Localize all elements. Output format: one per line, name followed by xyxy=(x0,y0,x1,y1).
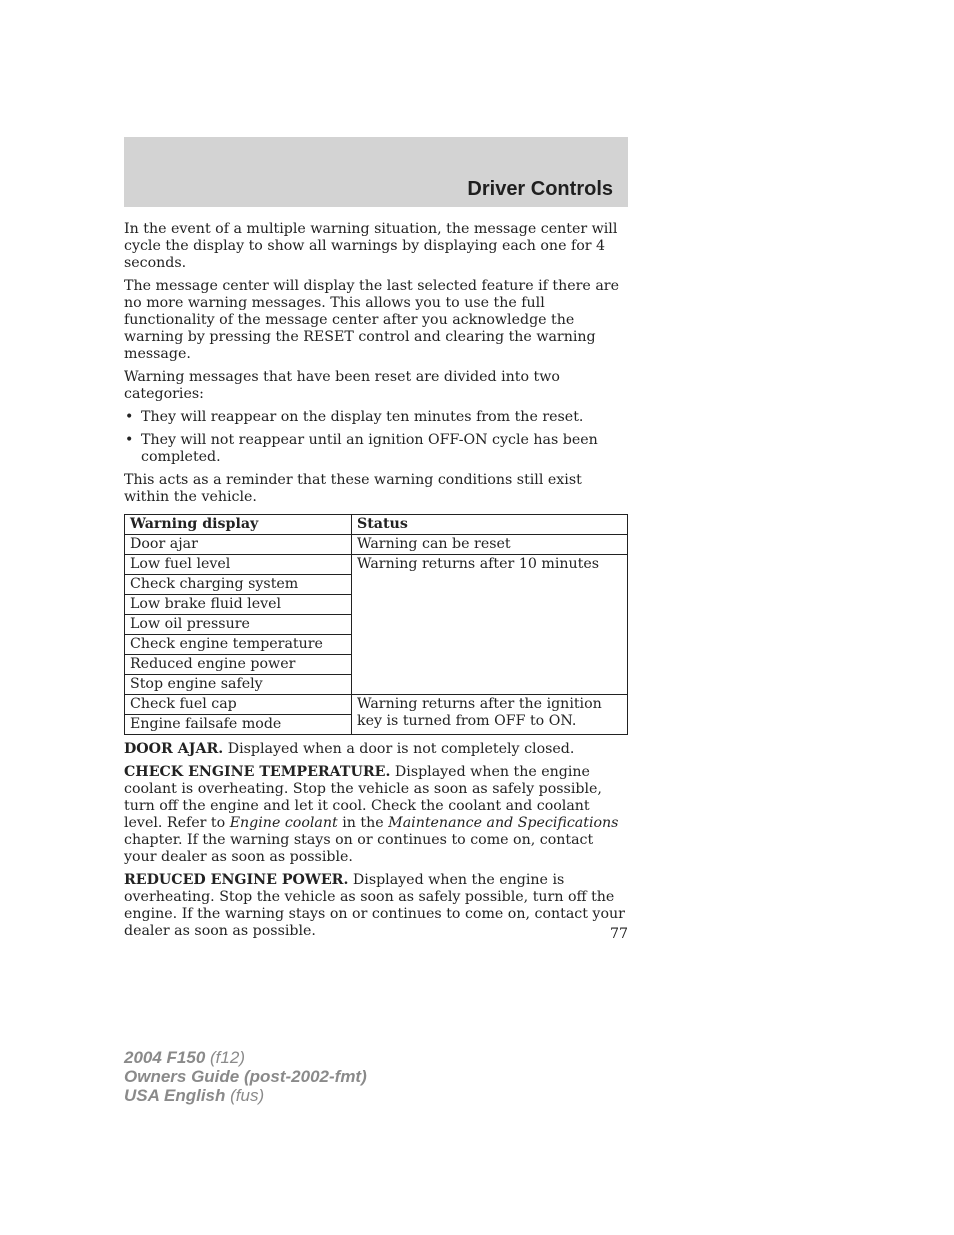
section-title: Driver Controls xyxy=(467,178,613,200)
table-row xyxy=(125,695,628,715)
warning-cell: Check charging system xyxy=(125,575,352,595)
warning-cell: Low brake fluid level xyxy=(125,595,352,615)
footer-model: 2004 F150 xyxy=(124,1048,206,1067)
status-cell: Warning returns after 10 minutes xyxy=(352,555,628,695)
page-number: 77 xyxy=(609,926,628,942)
column-header-warning-display: Warning display xyxy=(125,515,352,535)
warning-cell: Check engine temperature xyxy=(125,635,352,655)
table-header-row xyxy=(125,515,628,535)
warning-cell: Reduced engine power xyxy=(125,655,352,675)
description-lead: DOOR AJAR. xyxy=(124,741,224,757)
description-lead: CHECK ENGINE TEMPERATURE. xyxy=(124,764,391,780)
description-text: Displayed when the engine is overheating. Stop the vehicle as soon as safely possible, turn off the engine. If the warning stays on or continues to come on, contact your dealer as soon as possible. xyxy=(124,872,625,939)
warning-cell: Engine failsafe mode xyxy=(125,715,352,735)
footer-line-model xyxy=(124,1048,367,1067)
category-list xyxy=(124,409,628,466)
reference-maintenance-chapter: Maintenance and Specifications xyxy=(388,815,619,831)
paragraph-reminder: This acts as a reminder that these warning conditions still exist within the vehicle. xyxy=(124,472,582,505)
warning-cell: Check fuel cap xyxy=(125,695,352,715)
status-cell: Warning returns after the ignition key is turned from OFF to ON. xyxy=(352,695,628,735)
description-text: in the xyxy=(337,815,389,831)
footer-language-code: (fus) xyxy=(225,1086,265,1105)
description-check-engine-temperature xyxy=(124,764,628,866)
footer-model-code: (f12) xyxy=(205,1048,245,1067)
warning-cell: Stop engine safely xyxy=(125,675,352,695)
table-row xyxy=(125,535,628,555)
list-item: • They will reappear on the display ten minutes from the reset. xyxy=(124,409,628,426)
status-cell: Warning can be reset xyxy=(352,535,628,555)
warning-cell: Door ajar xyxy=(125,535,352,555)
list-item: • They will not reappear until an ignition OFF-ON cycle has been completed. xyxy=(124,432,628,466)
footer-line-guide: Owners Guide (post-2002-fmt) xyxy=(124,1067,367,1086)
footer-line-language xyxy=(124,1086,367,1105)
paragraph-categories: Warning messages that have been reset are divided into two categories: xyxy=(124,369,560,402)
table-row xyxy=(125,555,628,575)
description-text: Displayed when a door is not completely closed. xyxy=(223,741,575,757)
warning-table xyxy=(124,514,628,735)
page-content xyxy=(124,221,628,946)
warning-cell: Low fuel level xyxy=(125,555,352,575)
description-door-ajar xyxy=(124,741,628,758)
description-text: Displayed when the engine coolant is overheating. Stop the vehicle as soon as safely possible, turn off the engine and let it cool. Check the coolant and coolant level. Refer to xyxy=(124,764,602,831)
description-reduced-engine-power xyxy=(124,872,628,940)
document-footer xyxy=(124,1048,367,1105)
description-text: chapter. If the warning stays on or continues to come on, contact your dealer as soon as possible. xyxy=(124,832,594,865)
footer-language: USA English xyxy=(124,1086,226,1105)
paragraph-multiple-warnings: In the event of a multiple warning situation, the message center will cycle the display to show all warnings by displaying each one for 4 seconds. xyxy=(124,221,618,271)
paragraph-last-feature: The message center will display the last selected feature if there are no more warning messages. This allows you to use the full functionality of the message center after you acknowledge the warning by pressing the RESET control and clearing the warning message. xyxy=(124,278,619,362)
section-header-band xyxy=(124,137,628,207)
warning-cell: Low oil pressure xyxy=(125,615,352,635)
description-lead: REDUCED ENGINE POWER. xyxy=(124,872,349,888)
reference-engine-coolant: Engine coolant xyxy=(229,815,338,831)
column-header-status: Status xyxy=(352,515,628,535)
